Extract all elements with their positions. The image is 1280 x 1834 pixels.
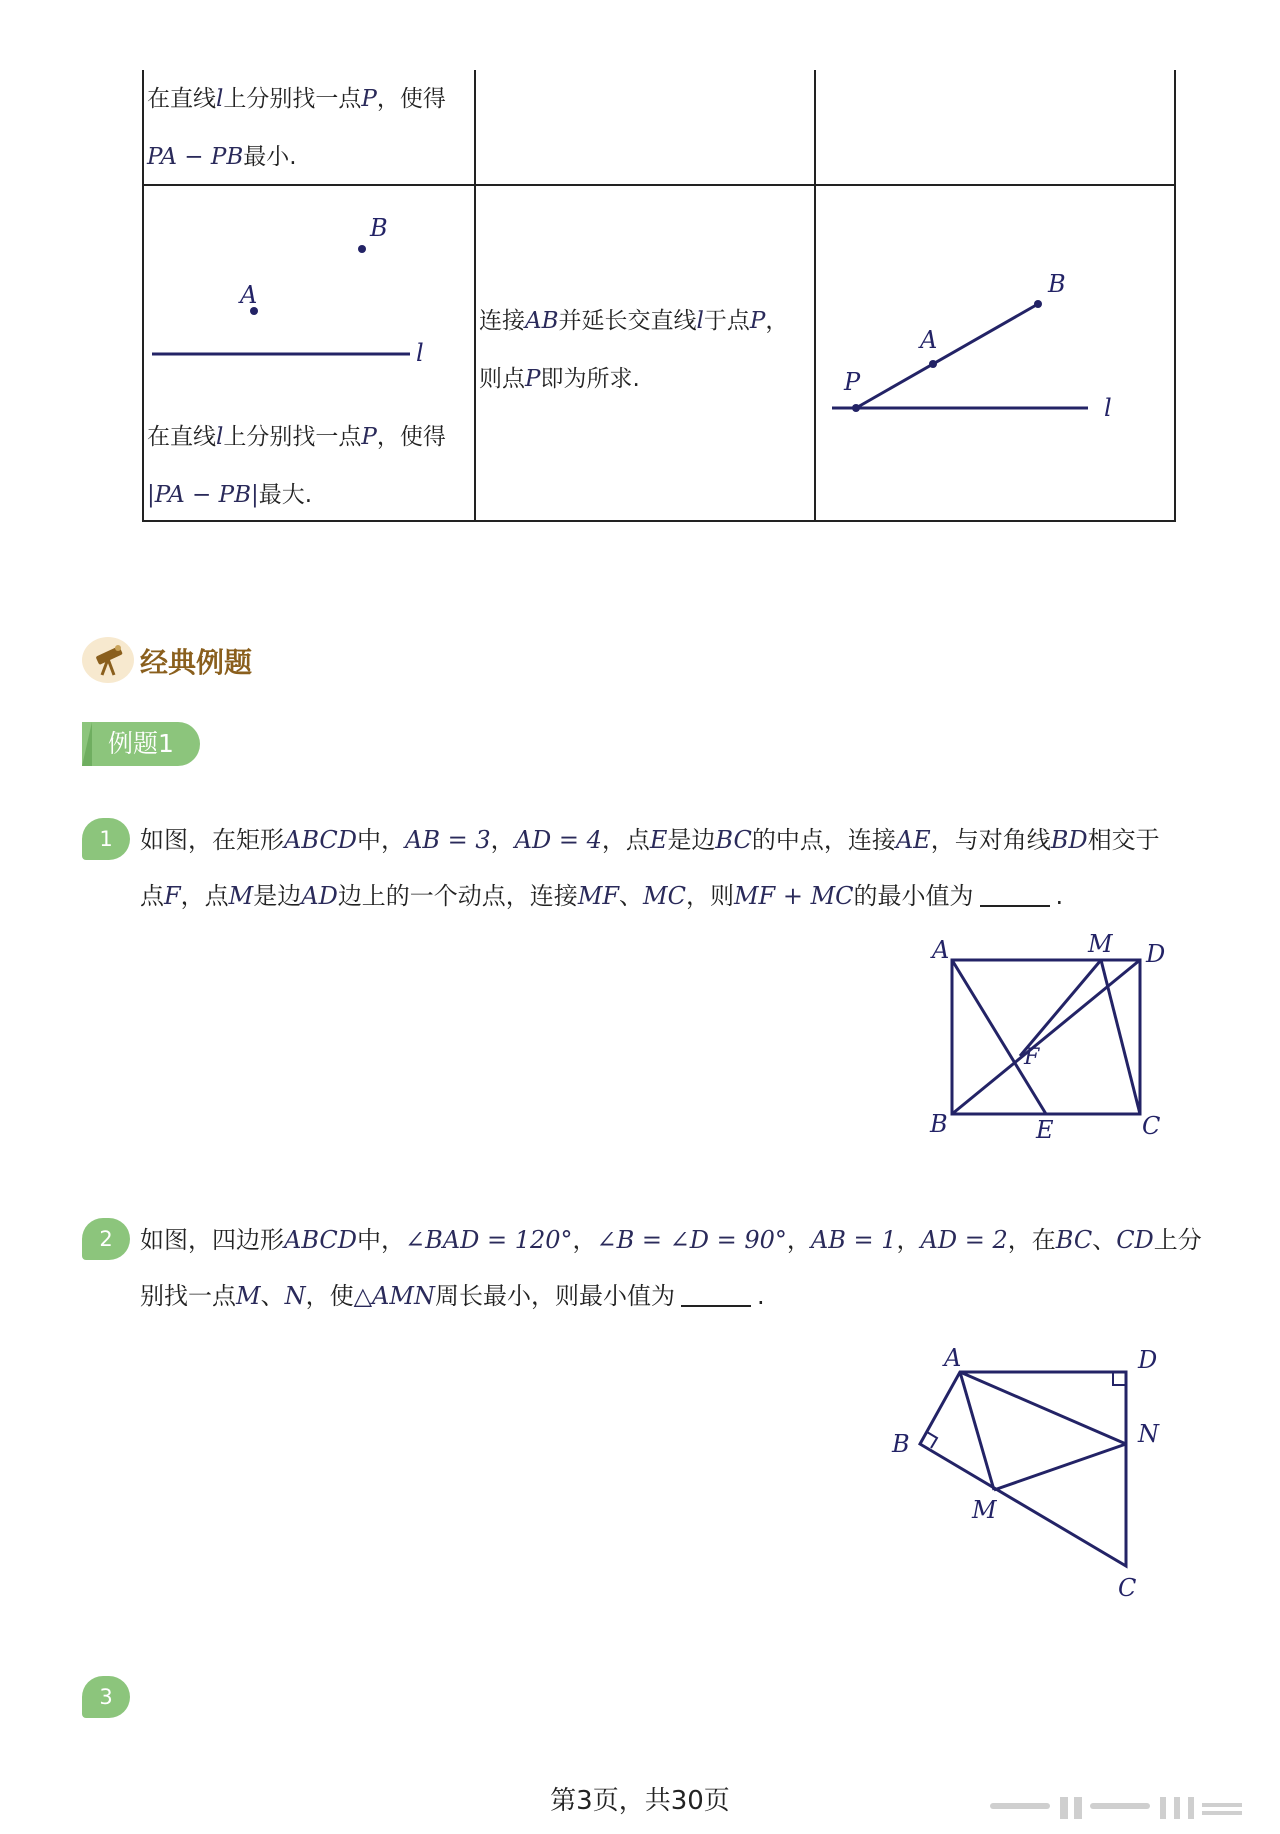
r2-setup-figure [144,186,472,386]
text-segment: . [1055,882,1064,910]
text-segment: . [756,1282,765,1310]
label-l: l [1104,394,1112,422]
math-expression: ∠B = ∠D = 90° [596,1226,787,1254]
math-expression: AD = 4 [514,826,602,854]
text-segment: 是边 [667,826,716,854]
problem-2-line-1 [140,1212,1200,1268]
text-segment: 、 [619,882,644,910]
quadrilateral-abcd [920,1372,1126,1566]
toolbar-icons [990,1793,1260,1823]
label-m: M [1088,930,1113,958]
text-segment: ， [786,1226,811,1254]
text-segment: 中， [357,826,406,854]
label-c: C [1142,1112,1161,1138]
math-expression: ABCD [284,1226,358,1254]
label-a: A [920,326,938,354]
problem-2-line-2 [140,1268,1200,1324]
table-cell-r2c1 [143,185,475,521]
math-expression: AB = 3 [405,826,491,854]
text-segment: ，则 [685,882,734,910]
text-segment: 边上的一个动点，连接 [337,882,578,910]
label-b: B [930,1110,948,1138]
problem-2-figure [880,1340,1180,1620]
ray-pb [856,304,1038,408]
math-expression: BD [1050,826,1088,854]
text-segment: 中， [357,1226,406,1254]
math-expression: ABCD [284,826,358,854]
math-expression: M [228,882,254,910]
problem-2-text [140,1212,1200,1324]
segment-an [960,1372,1126,1444]
math-expression: △AMN [353,1282,435,1310]
text-segment: ，点 [601,826,650,854]
label-p: P [844,368,861,396]
text-segment: 周长最小，则最小值为 [434,1282,675,1310]
answer-blank [980,881,1050,907]
label-b: B [370,214,388,242]
text-segment: 、 [260,1282,285,1310]
math-expression: BC [715,826,752,854]
right-angle-b [927,1432,937,1448]
table-cell-r2c2 [475,185,815,521]
telescope-icon [82,637,134,683]
point-b [358,245,366,253]
segment-mf [1020,960,1101,1056]
point-p [852,404,860,412]
text-segment: ，与对角线 [930,826,1051,854]
label-a: A [944,1344,962,1372]
math-expression: MF [577,882,620,910]
problem-1-badge: 1 [82,818,130,860]
math-expression: AE [895,826,931,854]
label-d: D [1146,940,1166,968]
label-m: M [972,1496,997,1524]
label-l: l [416,339,424,367]
text-segment: ，使 [305,1282,354,1310]
text-segment: 上分 [1153,1226,1202,1254]
math-expression: F [164,882,181,910]
faded-toolbar-icon [990,1797,1242,1819]
problem-2-badge: 2 [82,1218,130,1260]
page-number: 第3页，共30页 [550,1786,730,1816]
point-a [929,360,937,368]
point-b [1034,300,1042,308]
math-expression: MC [643,882,686,910]
label-b: B [1048,270,1066,298]
section-title: 经典例题 [140,646,253,679]
text-segment: 的中点，连接 [751,826,896,854]
text-segment: ，点 [180,882,229,910]
math-expression: BC [1055,1226,1093,1254]
text-segment: ，在 [1007,1226,1056,1254]
right-angle-d [1113,1372,1126,1385]
r2-method-text: 连接AB并延长交直线l于点P， 则点P即为所求. [479,308,789,392]
math-expression: CD [1116,1226,1154,1254]
r2-solution-figure [816,186,1172,516]
r1-problem-text: 在直线l上分别找一点P，使得 PA − PB最小. [147,86,446,170]
segment-mn [994,1444,1126,1490]
example-tab: 例题1 [82,722,200,766]
method-table [142,70,1176,522]
text-segment: 点 [140,882,164,910]
r2-problem-text: 在直线l上分别找一点P，使得 |PA − PB|最大. [147,424,446,508]
label-a: A [932,936,950,964]
label-a: A [240,281,258,309]
table-cell-r1c2 [475,70,815,185]
math-expression: AD = 2 [920,1226,1008,1254]
math-expression: E [649,826,668,854]
text-segment: 如图，四边形 [140,1226,284,1254]
segment-mc [1101,960,1140,1114]
label-f: F [1024,1045,1040,1070]
text-segment: 如图，在矩形 [140,826,284,854]
text-segment: ， [572,1226,597,1254]
text-segment: 别找一点 [140,1282,236,1310]
problem-3-badge: 3 [82,1676,130,1718]
text-segment: 、 [1092,1226,1117,1254]
text-segment: 相交于 [1087,826,1160,854]
label-e: E [1036,1116,1054,1138]
table-cell-r1c3 [815,70,1175,185]
problem-1-line-1 [140,812,1200,868]
math-expression: MF + MC [733,882,854,910]
text-segment: 是边 [253,882,302,910]
math-expression: ∠BAD = 120° [405,1226,573,1254]
segment-ae [952,960,1046,1114]
text-segment: ， [896,1226,921,1254]
math-expression: M [236,1282,261,1310]
section-icon [82,637,134,683]
math-expression: AD [301,882,338,910]
problem-1-text [140,812,1200,924]
math-expression: N [284,1282,306,1310]
label-n: N [1138,1420,1159,1448]
segment-bd [952,960,1140,1114]
problem-1-line-2 [140,868,1200,924]
math-expression: AB = 1 [810,1226,897,1254]
label-c: C [1118,1574,1137,1602]
answer-blank [681,1281,751,1307]
label-b: B [892,1430,910,1458]
text-segment: 的最小值为 [853,882,974,910]
table-cell-r1c1 [143,70,475,185]
problem-1-figure [920,928,1180,1138]
table-cell-r2c3 [815,185,1175,521]
label-d: D [1138,1346,1158,1374]
text-segment: ， [490,826,515,854]
